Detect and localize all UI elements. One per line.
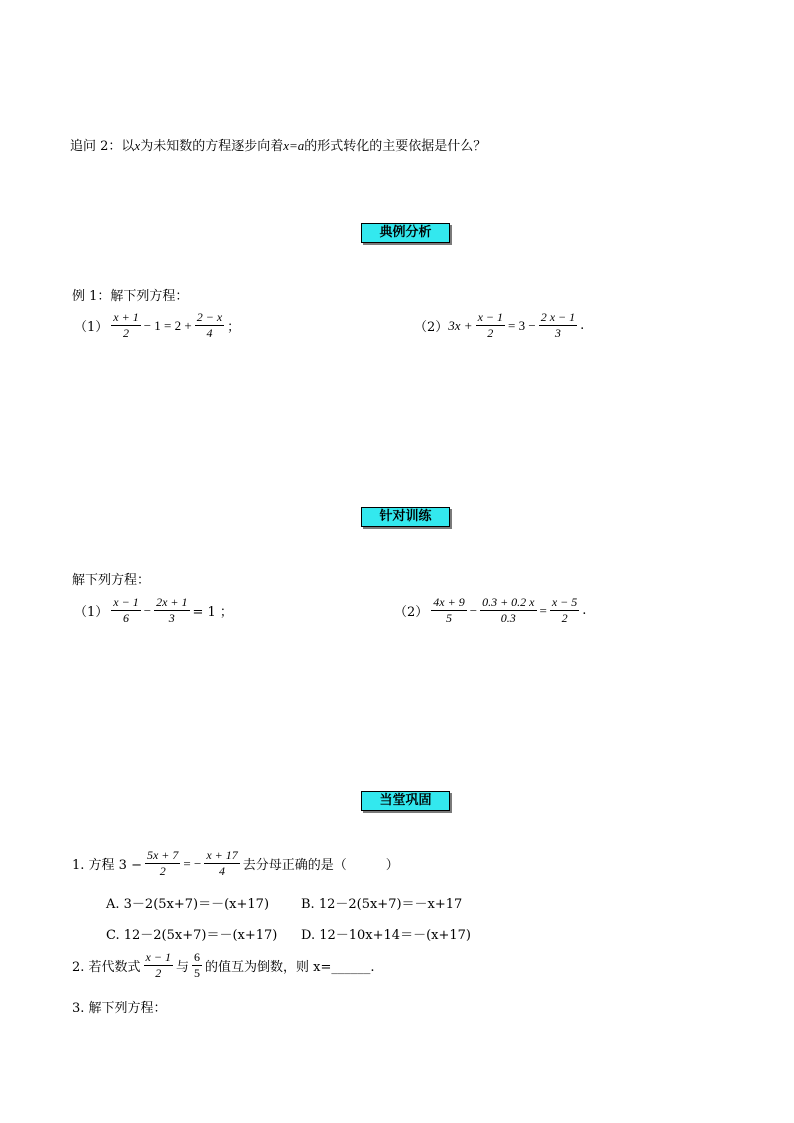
practice-problem-2 bbox=[394, 595, 586, 626]
section-header-example: 典例分析 bbox=[361, 223, 450, 243]
fraction-denominator: 0.3 bbox=[500, 611, 516, 625]
quiz-question-3: 3. 解下列方程： bbox=[72, 1001, 167, 1016]
example-p2-mid: = 3 − bbox=[508, 317, 536, 333]
quiz-q1-fraction-1 bbox=[145, 848, 180, 879]
example-p1-label: （1） bbox=[74, 320, 109, 335]
quiz-q1-tail: 去分母正确的是（ ） bbox=[242, 858, 399, 873]
fraction-numerator: x − 1 bbox=[113, 595, 139, 609]
quiz-q1-lead: 1. 方程 3 − bbox=[72, 858, 142, 873]
practice-p2-fraction-1 bbox=[431, 595, 466, 626]
example-intro: 例 1：解下列方程： bbox=[72, 289, 189, 304]
followup-mid: 为未知数的方程逐步向着 bbox=[140, 139, 284, 154]
quiz-option-c: C. 12－2(5x+7)＝－(x+17) bbox=[106, 928, 278, 943]
practice-p2-label: （2） bbox=[394, 605, 429, 620]
example-p1-mid: − 1 = 2 + bbox=[143, 317, 192, 333]
followup-var: x bbox=[134, 138, 141, 153]
fraction-numerator: x + 17 bbox=[206, 848, 238, 862]
quiz-question-1 bbox=[72, 848, 399, 879]
quiz-option-b: B. 12－2(5x+7)＝－x+17 bbox=[301, 897, 463, 912]
example-p2-fraction-2 bbox=[539, 310, 577, 341]
fraction-denominator: 2 bbox=[123, 326, 129, 340]
fraction-numerator: 2 x − 1 bbox=[540, 310, 576, 324]
fraction-denominator: 2 bbox=[561, 611, 568, 625]
quiz-q2-mid: 与 bbox=[175, 960, 189, 975]
quiz-option-d: D. 12－10x+14＝－(x+17) bbox=[301, 928, 471, 943]
fraction-numerator: x + 1 bbox=[113, 310, 139, 324]
example-p2-end: . bbox=[580, 318, 585, 333]
fraction-denominator: 5 bbox=[194, 966, 200, 980]
fraction-denominator: 3 bbox=[554, 326, 561, 340]
fraction-denominator: 6 bbox=[123, 611, 129, 625]
quiz-q2-fraction-1 bbox=[144, 950, 173, 981]
fraction-numerator: 0.3 + 0.2 x bbox=[482, 595, 535, 609]
quiz-q1-fraction-2 bbox=[204, 848, 239, 879]
fraction-numerator: x − 1 bbox=[145, 950, 171, 964]
practice-p1-fraction-1 bbox=[111, 595, 140, 626]
practice-p2-fraction-2 bbox=[480, 595, 536, 626]
practice-problem-1 bbox=[74, 595, 233, 626]
followup-question bbox=[70, 135, 486, 154]
practice-p2-end: . bbox=[582, 603, 587, 618]
quiz-q1-mid: = − bbox=[183, 855, 202, 871]
fraction-denominator: 3 bbox=[168, 611, 175, 625]
quiz-q2-lead: 2. 若代数式 bbox=[72, 960, 141, 975]
fraction-denominator: 2 bbox=[159, 864, 166, 878]
fraction-denominator: 5 bbox=[446, 611, 452, 625]
practice-p2-op: − bbox=[469, 602, 478, 618]
followup-suffix: 的形式转化的主要依据是什么？ bbox=[304, 139, 487, 154]
practice-intro: 解下列方程： bbox=[72, 573, 151, 588]
section-header-consolidate: 当堂巩固 bbox=[361, 791, 450, 811]
fraction-numerator: 2x + 1 bbox=[156, 595, 188, 609]
practice-p1-op: − bbox=[143, 602, 152, 618]
quiz-q2-tail: 的值互为倒数，则 x=______. bbox=[205, 960, 375, 975]
followup-prefix: 追问 2：以 bbox=[70, 139, 135, 154]
fraction-denominator: 4 bbox=[219, 864, 226, 878]
quiz-q2-fraction-2 bbox=[192, 950, 202, 981]
practice-p1-fraction-2 bbox=[154, 595, 189, 626]
example-p2-fraction-1 bbox=[476, 310, 505, 341]
fraction-numerator: 6 bbox=[194, 950, 200, 964]
fraction-numerator: 4x + 9 bbox=[433, 595, 465, 609]
fraction-denominator: 2 bbox=[155, 966, 162, 980]
fraction-numerator: x − 5 bbox=[551, 595, 578, 609]
fraction-numerator: 5x + 7 bbox=[146, 848, 179, 862]
section-header-practice: 针对训练 bbox=[361, 507, 450, 527]
practice-p2-fraction-3 bbox=[550, 595, 579, 626]
example-p1-fraction-2 bbox=[195, 310, 224, 341]
practice-p2-eq: = bbox=[539, 602, 547, 618]
fraction-denominator: 2 bbox=[487, 326, 494, 340]
practice-p1-end: = 1 ； bbox=[192, 605, 233, 620]
example-problem-1 bbox=[74, 310, 240, 341]
example-problem-2 bbox=[414, 310, 584, 341]
example-p1-fraction-1 bbox=[111, 310, 140, 341]
example-p2-label: （2） bbox=[414, 320, 449, 335]
followup-form: x=a bbox=[283, 138, 305, 153]
practice-p1-label: （1） bbox=[74, 605, 109, 620]
example-p2-lead: 3x + bbox=[448, 317, 473, 333]
quiz-option-a: A. 3－2(5x+7)＝－(x+17) bbox=[106, 897, 270, 912]
fraction-denominator: 4 bbox=[206, 326, 213, 340]
quiz-question-2 bbox=[72, 950, 375, 981]
fraction-numerator: x − 1 bbox=[477, 310, 504, 324]
fraction-numerator: 2 − x bbox=[196, 310, 223, 324]
example-p1-end: ； bbox=[227, 320, 241, 335]
